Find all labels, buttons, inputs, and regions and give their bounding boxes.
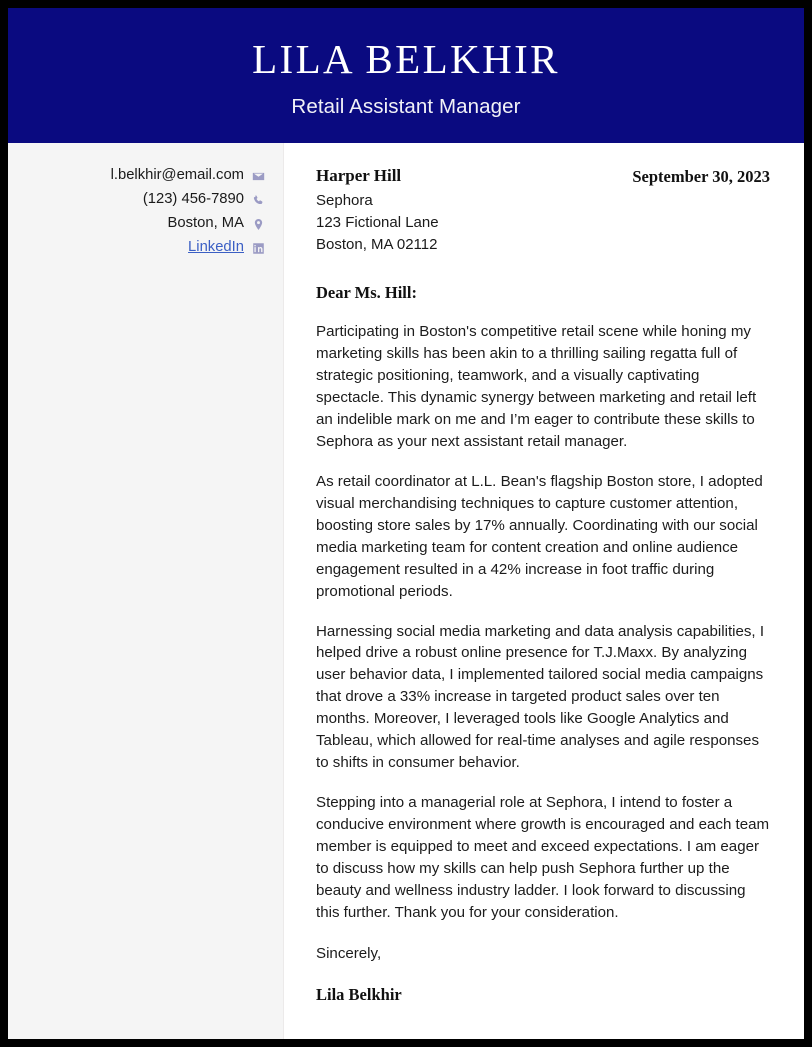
recipient-name: Harper Hill	[316, 166, 402, 185]
contact-sidebar	[8, 143, 284, 1039]
letter-content	[284, 143, 804, 1039]
contact-list	[8, 165, 283, 259]
location-pin-icon	[252, 218, 265, 231]
recipient-company: Sephora	[316, 191, 373, 209]
linkedin-link[interactable]: LinkedIn	[188, 239, 244, 256]
salutation: Dear Ms. Hill:	[316, 283, 417, 303]
recipient-city-state-zip: Boston, MA 02112	[316, 236, 438, 254]
cover-letter-page	[8, 8, 804, 1039]
signature-name: Lila Belkhir	[316, 984, 402, 1004]
recipient-street: 123 Fictional Lane	[316, 213, 439, 231]
contact-item-phone	[8, 189, 283, 211]
letter-paragraph: Participating in Boston's competitive retail scene while honing my marketing skills has been akin to a thrilling sailing regatta full of strategic positioning, teamwork, and a visually captivating spectacle. This dynamic synergy between marketing and retail left an indelible mark on me and I’m eager to contribute these skills to Sephora as your next assistant retail manager.	[316, 323, 757, 450]
contact-item-linkedin[interactable]	[8, 237, 283, 259]
phone-text: (123) 456-7890	[142, 191, 244, 208]
location-text: Boston, MA	[167, 215, 244, 232]
contact-item-email	[8, 165, 283, 187]
email-text: l.belkhir@email.com	[110, 167, 244, 184]
recipient-address-block	[316, 165, 439, 256]
letter-header-banner	[8, 8, 804, 143]
linkedin-icon[interactable]	[252, 242, 265, 255]
closing-line: Sincerely,	[316, 944, 382, 962]
contact-item-location	[8, 213, 283, 235]
letter-paragraph: As retail coordinator at L.L. Bean's flagship Boston store, I adopted visual merchandising techniques to capture customer attention, boosting store sales by 17% annually. Coordinating with our social media marketing team for content creation and online audience engagement resulted in a 42% increase in foot traffic during promotional periods.	[316, 472, 763, 600]
recipient-and-date-row	[316, 165, 770, 256]
letter-date: September 30, 2023	[632, 167, 770, 186]
page-title: LILA BELKHIR	[252, 36, 560, 83]
job-title-subtitle: Retail Assistant Manager	[291, 94, 521, 118]
letter-paragraph: Stepping into a managerial role at Sephora, I intend to foster a conducive environment where growth is encouraged and each team member is equipped to meet and exceed expectations. I am eager to discuss how my skills can help push Sephora further up the beauty and wellness industry ladder. I look forward to discussing this further. Thank you for your consideration.	[316, 794, 770, 921]
letter-paragraph: Harnessing social media marketing and data analysis capabilities, I helped drive a robust online presence for T.J.Maxx. By analyzing user behavior data, I implemented tailored social media campaigns that drove a 33% increase in targeted product sales over ten months. Moreover, I leveraged tools like Google Analytics and Tableau, which allowed for real-time analyses and agile responses to shifts in consumer behavior.	[316, 622, 765, 772]
letter-body	[8, 143, 804, 1039]
envelope-icon	[252, 170, 265, 183]
phone-icon	[252, 194, 265, 207]
